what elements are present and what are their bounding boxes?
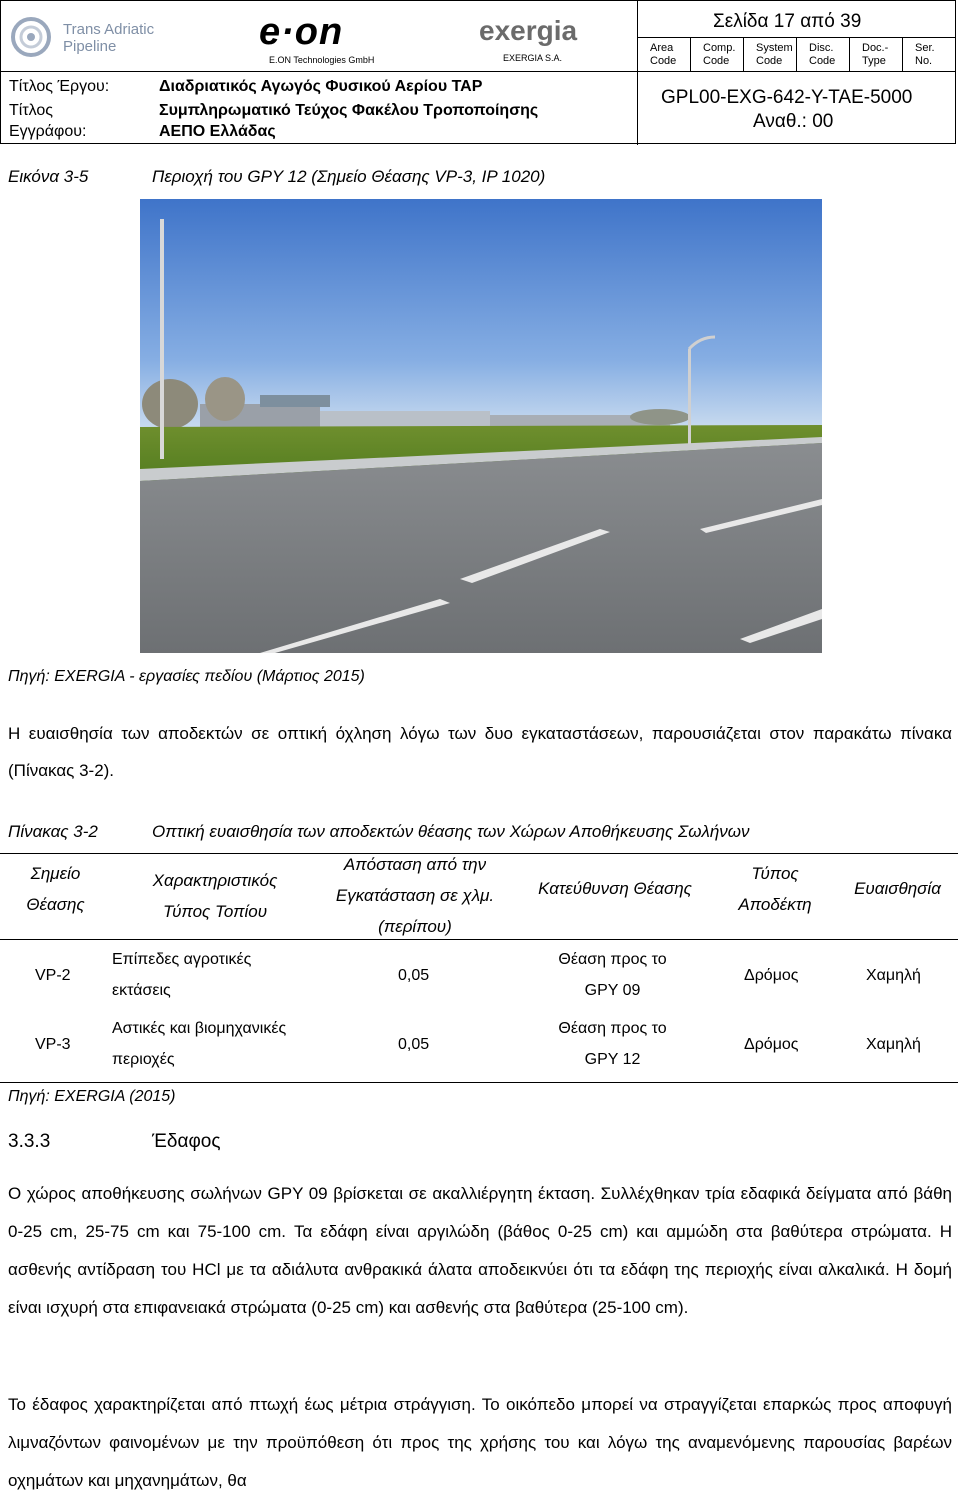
tap-logo-line1: Trans Adriatic bbox=[63, 21, 155, 38]
soil-paragraph-1: Ο χώρος αποθήκευσης σωλήνων GPY 09 βρίσκεται σε ακαλλιέργητη έκταση. Συλλέχθηκαν τρία εδαφικά δείγματα από βάθη 0-25 cm, 25-75 cm και 75-100 cm. Τα εδάφη είναι αργιλώδη (βάθος 0-25 cm) και αμμώδη στα βαθύτερα στρώματα. Η ασθενής αντίδραση του HCl με τα αδιάλυτα ανθρακικά άλατα αποδεικνύει ότι τα εδάφη της περιοχής είναι αλκαλικά. Η δομή είναι ισχυρή στα επιφανειακά στρώματα (0-25 cm) και ασθενής στα βαθύτερα (25-100 cm). bbox=[8, 1184, 952, 1317]
exergia-logo bbox=[479, 15, 577, 47]
code-comp: Comp. Code bbox=[691, 38, 744, 72]
project-label: Τίτλος Έργου: bbox=[9, 78, 110, 95]
header-sensitivity: Ευαισθησία bbox=[854, 879, 941, 898]
code-disc: Disc. Code bbox=[797, 38, 850, 72]
code-doctype: Doc.- Type bbox=[850, 38, 903, 72]
row-sensitivity: Χαμηλή bbox=[866, 967, 921, 984]
site-photo bbox=[140, 199, 822, 653]
code-columns bbox=[638, 37, 956, 72]
code-serno: Ser. No. bbox=[915, 42, 935, 67]
tap-logo-line2: Pipeline bbox=[63, 38, 117, 55]
header-distance: Απόσταση από την Εγκατάσταση σε χλμ. (περίπου) bbox=[335, 855, 495, 936]
tap-logo-icon bbox=[9, 13, 59, 63]
intro-paragraph: Η ευαισθησία των αποδεκτών σε οπτική όχληση λόγω των δυο εγκαταστάσεων, παρουσιάζεται στον παρακάτω πίνακα (Πίνακας 3-2). bbox=[8, 724, 952, 780]
figure-number: Εικόνα 3-5 bbox=[8, 167, 89, 186]
eon-logo: e·on bbox=[259, 11, 344, 53]
row-distance: 0,05 bbox=[398, 967, 430, 984]
row-landscape-type: Επίπεδες αγροτικές εκτάσεις bbox=[112, 951, 252, 999]
row-point: VP-2 bbox=[35, 967, 71, 984]
row-distance: 0,05 bbox=[398, 1036, 430, 1053]
document-header bbox=[0, 0, 956, 144]
row-receiver: Δρόμος bbox=[744, 967, 799, 984]
code-area: Area Code bbox=[638, 38, 691, 72]
code-system: System Code bbox=[744, 38, 797, 72]
header-receiver-type: Τύπος Αποδέκτη bbox=[738, 864, 812, 914]
row-direction: Θέαση προς το GPY 12 bbox=[558, 1020, 667, 1068]
document-label: Εγγράφου: bbox=[9, 123, 87, 140]
figure-source: Πηγή: EXERGIA - εργασίες πεδίου (Μάρτιος 2015) bbox=[8, 668, 365, 685]
table-title: Οπτική ευαισθησία των αποδεκτών θέασης των Χώρων Αποθήκευσης Σωλήνων bbox=[152, 822, 750, 841]
document-number: GPL00-EXG-642-Y-TAE-5000 bbox=[661, 87, 913, 108]
section-number: 3.3.3 bbox=[8, 1131, 51, 1152]
page-number: Σελίδα 17 από 39 bbox=[713, 11, 862, 32]
row-receiver: Δρόμος bbox=[744, 1036, 799, 1053]
exergia-logo-subtitle: EXERGIA S.A. bbox=[503, 53, 563, 63]
header-direction: Κατεύθυνση Θέασης bbox=[538, 879, 692, 898]
tap-logo bbox=[9, 13, 229, 63]
table-header-rule bbox=[0, 939, 958, 940]
table-source: Πηγή: EXERGIA (2015) bbox=[8, 1088, 176, 1105]
row-landscape-type: Αστικές και βιομηχανικές περιοχές bbox=[112, 1020, 287, 1068]
document-value: ΑΕΠΟ Ελλάδας bbox=[159, 123, 276, 140]
header-point: Σημείο Θέασης bbox=[26, 864, 85, 914]
title-value: Συμπληρωματικό Τεύχος Φακέλου Τροποποίησης bbox=[159, 102, 539, 119]
section-title: Έδαφος bbox=[152, 1131, 221, 1152]
header-landscape-type: Χαρακτηριστικός Τύπος Τοπίου bbox=[152, 871, 278, 921]
project-value: Διαδριατικός Αγωγός Φυσικού Αερίου TAP bbox=[159, 78, 483, 95]
table-bottom-rule bbox=[0, 1082, 958, 1083]
row-sensitivity: Χαμηλή bbox=[866, 1036, 921, 1053]
row-point: VP-3 bbox=[35, 1036, 71, 1053]
revision: Αναθ.: 00 bbox=[753, 111, 834, 132]
table-number: Πίνακας 3-2 bbox=[8, 822, 98, 841]
title-label: Τίτλος bbox=[9, 102, 54, 119]
row-direction: Θέαση προς το GPY 09 bbox=[558, 951, 667, 999]
header-divider-lower bbox=[637, 71, 638, 145]
exergia-logo-text: exergia bbox=[479, 15, 578, 46]
soil-paragraph-2: Το έδαφος χαρακτηρίζεται από πτωχή έως μέτρια στράγγιση. Το οικόπεδο μπορεί να στραγγίζεται επαρκώς προς αποφυγή λιμναζόντων φαινομένων με την προϋπόθεση ότι προς της χρήσης του και λόγω της αναμενόμενης παρουσίας βαρέων οχημάτων και μηχανημάτων, θα bbox=[8, 1395, 952, 1490]
eon-logo-subtitle: E.ON Technologies GmbH bbox=[269, 55, 375, 65]
figure-title: Περιοχή του GPY 12 (Σημείο Θέασης VP-3, IP 1020) bbox=[152, 167, 546, 186]
